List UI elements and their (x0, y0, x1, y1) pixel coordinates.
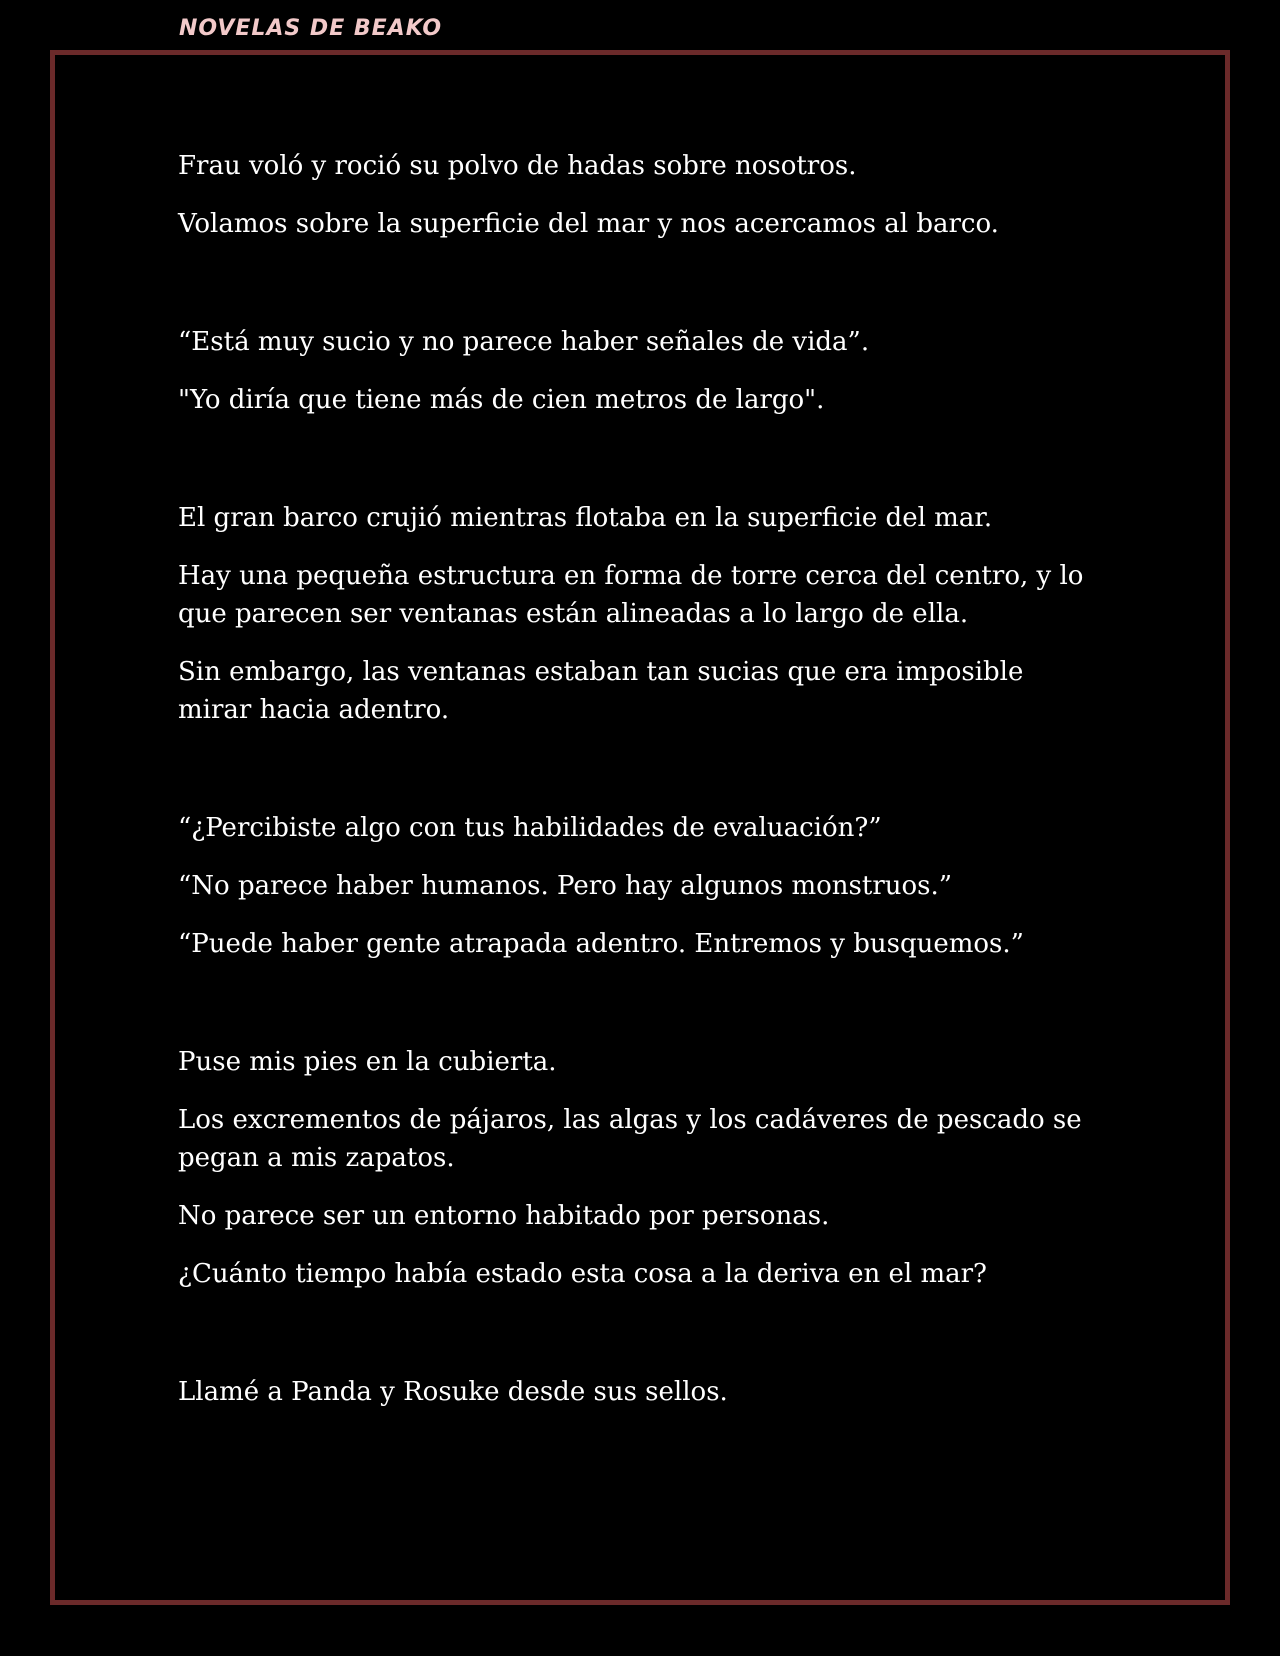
paragraph: “¿Percibiste algo con tus habilidades de evaluación?” (178, 813, 882, 843)
scene-spacer (178, 1313, 1098, 1373)
paragraph: “Está muy sucio y no parece haber señales de vida”. (178, 327, 870, 357)
paragraph: Hay una pequeña estructura en forma de torre cerca del centro, y lo que parecen ser ventanas están alineadas a lo largo de ella. (178, 561, 1084, 629)
site-title: NOVELAS DE BEAKO (179, 16, 443, 41)
paragraph: Llamé a Panda y Rosuke desde sus sellos. (178, 1377, 728, 1407)
paragraph: No parece ser un entorno habitado por personas. (178, 1201, 830, 1231)
paragraph: ¿Cuánto tiempo había estado esta cosa a la deriva en el mar? (178, 1259, 987, 1289)
paragraph: El gran barco crujió mientras flotaba en la superficie del mar. (178, 503, 993, 533)
paragraph: Volamos sobre la superficie del mar y nos acercamos al barco. (178, 209, 999, 239)
paragraph: Puse mis pies en la cubierta. (178, 1047, 557, 1077)
paragraph: “Puede haber gente atrapada adentro. Entremos y busquemos.” (178, 929, 1024, 959)
scene-spacer (178, 263, 1098, 323)
scene-spacer (178, 749, 1098, 809)
paragraph: Sin embargo, las ventanas estaban tan sucias que era imposible mirar hacia adentro. (178, 657, 1024, 725)
paragraph: “No parece haber humanos. Pero hay algunos monstruos.” (178, 871, 953, 901)
paragraph: Frau voló y roció su polvo de hadas sobre nosotros. (178, 151, 857, 181)
scene-spacer (178, 439, 1098, 499)
scene-spacer (178, 983, 1098, 1043)
chapter-text (178, 147, 1098, 1431)
paragraph: Los excrementos de pájaros, las algas y los cadáveres de pescado se pegan a mis zapatos. (178, 1105, 1082, 1173)
paragraph: "Yo diría que tiene más de cien metros de largo". (178, 385, 825, 415)
